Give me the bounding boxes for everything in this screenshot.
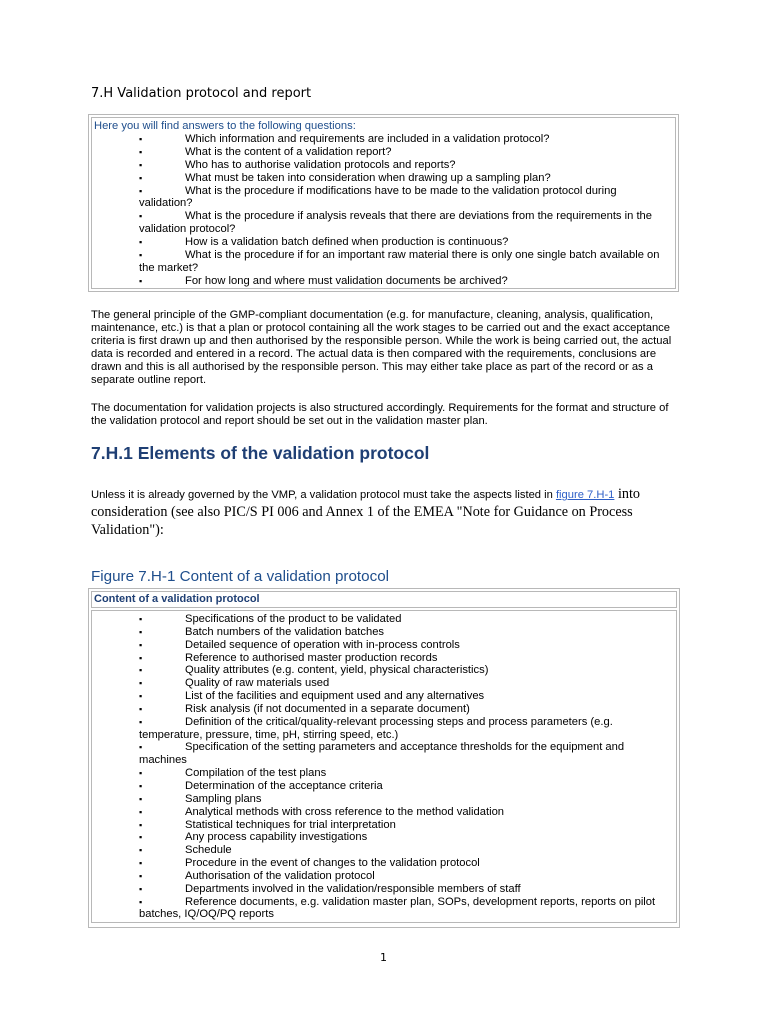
question-item xyxy=(94,236,673,249)
content-item xyxy=(94,639,674,652)
content-item xyxy=(94,652,674,665)
content-item xyxy=(94,780,674,793)
question-item-text: What is the procedure if for an important raw material there is only one single batch available on the market? xyxy=(139,249,660,274)
bullet-icon: ▪ xyxy=(139,742,143,753)
question-item-text: What is the procedure if analysis reveals that there are deviations from the requirements in the validation protocol? xyxy=(139,210,653,236)
bullet-icon: ▪ xyxy=(139,614,143,624)
content-item-text: Definition of the critical/quality-relevant processing steps and process parameters (e.g. temperature, pressure, time, pH, stirring speed, etc.) xyxy=(139,715,613,741)
question-item xyxy=(94,185,673,211)
bullet-icon: ▪ xyxy=(139,691,143,702)
content-item xyxy=(94,870,674,883)
bullet-icon: ▪ xyxy=(139,665,143,676)
figure-link[interactable]: figure 7.H-1 xyxy=(555,489,615,501)
content-item-text: Compilation of the test plans xyxy=(185,767,327,780)
content-item-text: Procedure in the event of changes to the validation protocol xyxy=(185,857,480,870)
question-item xyxy=(94,133,673,146)
content-item xyxy=(94,806,674,819)
bullet-icon: ▪ xyxy=(139,250,143,261)
content-item-text: Analytical methods with cross reference to the method validation xyxy=(185,805,505,818)
bullet-icon: ▪ xyxy=(139,870,143,881)
bullet-icon: ▪ xyxy=(139,237,143,248)
bullet-icon: ▪ xyxy=(139,858,143,869)
questions-box xyxy=(88,114,679,292)
paragraph-vmp-text-start: Unless it is already governed by the VMP, a validation protocol must take the aspects listed in xyxy=(91,489,556,501)
content-item xyxy=(94,626,674,639)
paragraph-vmp xyxy=(91,485,691,539)
content-item xyxy=(94,883,674,896)
content-item xyxy=(94,703,674,716)
content-item-text: List of the facilities and equipment used and any alternatives xyxy=(185,690,485,703)
content-item xyxy=(94,716,674,742)
content-item xyxy=(94,690,674,703)
content-item-text: Sampling plans xyxy=(185,792,262,805)
content-item-text: Statistical techniques for trial interpretation xyxy=(185,818,396,831)
content-item xyxy=(94,677,674,690)
content-item-text: Departments involved in the validation/responsible members of staff xyxy=(185,882,521,895)
question-item xyxy=(94,172,673,185)
content-item xyxy=(94,741,674,767)
questions-box-inner xyxy=(91,117,676,289)
bullet-icon: ▪ xyxy=(139,819,143,830)
content-item-text: Detailed sequence of operation with in-process controls xyxy=(185,638,460,651)
content-item-text: Reference to authorised master production records xyxy=(185,651,438,664)
bullet-icon: ▪ xyxy=(139,716,143,727)
content-item xyxy=(94,896,674,922)
content-table xyxy=(88,588,680,928)
bullet-icon: ▪ xyxy=(139,639,143,650)
bullet-icon: ▪ xyxy=(139,626,143,637)
question-item-text: What is the procedure if modifications have to be made to the validation protocol during validation? xyxy=(139,184,617,210)
document-title: 7.H Validation protocol and report xyxy=(91,86,312,101)
content-item-text: Batch numbers of the validation batches xyxy=(185,625,385,638)
content-item xyxy=(94,613,674,626)
content-item-text: Specifications of the product to be validated xyxy=(185,613,402,625)
bullet-icon: ▪ xyxy=(139,806,143,817)
bullet-icon: ▪ xyxy=(139,703,143,714)
bullet-icon: ▪ xyxy=(139,883,143,894)
content-item xyxy=(94,767,674,780)
bullet-icon: ▪ xyxy=(139,768,143,779)
content-item-text: Authorisation of the validation protocol xyxy=(185,869,375,882)
question-item-text: Who has to authorise validation protocols and reports? xyxy=(185,158,456,171)
content-item xyxy=(94,819,674,832)
bullet-icon: ▪ xyxy=(139,172,143,183)
bullet-icon: ▪ xyxy=(139,159,143,170)
question-item xyxy=(94,275,673,288)
bullet-icon: ▪ xyxy=(139,845,143,856)
question-item xyxy=(94,146,673,159)
content-item-text: Risk analysis (if not documented in a separate document) xyxy=(185,702,470,715)
content-table-header: Content of a validation protocol xyxy=(91,591,677,608)
content-item-text: Quality attributes (e.g. content, yield, physical characteristics) xyxy=(185,664,489,677)
question-item-text: Which information and requirements are included in a validation protocol? xyxy=(185,132,550,145)
bullet-icon: ▪ xyxy=(139,896,143,907)
section-heading: 7.H.1 Elements of the validation protocol xyxy=(91,443,430,463)
paragraph-gmp-principle: The general principle of the GMP-compliant documentation (e.g. for manufacture, cleaning, analysis, qualification, maintenance, etc.) is that a plan or protocol containing all the work stages to be carried out and the exact acceptance criteria is first drawn up and then authorised by the responsible person. While the work is being carried out, the actual data is recorded and entered in a record. The actual data is then compared with the requirements, conclusions are drawn and this is all authorised by the responsible person. This may either take place as part of the record or as a separate outline report. xyxy=(91,309,672,386)
questions-list xyxy=(94,133,673,288)
bullet-icon: ▪ xyxy=(139,832,143,843)
bullet-icon: ▪ xyxy=(139,211,143,222)
content-item-text: Specification of the setting parameters and acceptance thresholds for the equipment and machines xyxy=(139,741,625,767)
page-number: 1 xyxy=(380,951,387,964)
content-item xyxy=(94,793,674,806)
content-item-text: Determination of the acceptance criteria xyxy=(185,779,383,792)
figure-caption: Figure 7.H-1 Content of a validation protocol xyxy=(91,568,390,585)
bullet-icon: ▪ xyxy=(139,133,143,144)
content-item-text: Reference documents, e.g. validation master plan, SOPs, development reports, reports on pilot batches, IQ/OQ/PQ reports xyxy=(139,895,656,921)
question-item xyxy=(94,159,673,172)
content-item xyxy=(94,844,674,857)
content-item xyxy=(94,664,674,677)
bullet-icon: ▪ xyxy=(139,678,143,689)
content-item-text: Quality of raw materials used xyxy=(185,677,330,690)
bullet-icon: ▪ xyxy=(139,780,143,791)
bullet-icon: ▪ xyxy=(139,275,143,286)
content-item xyxy=(94,831,674,844)
question-item-text: How is a validation batch defined when production is continuous? xyxy=(185,236,509,249)
bullet-icon: ▪ xyxy=(139,185,143,196)
paragraph-validation-structure: The documentation for validation projects is also structured accordingly. Requirements for the format and structure of the validation protocol and report should be set out in the validation master plan. xyxy=(91,402,669,427)
content-table-body xyxy=(91,610,677,923)
bullet-icon: ▪ xyxy=(139,146,143,157)
question-item xyxy=(94,249,673,275)
content-item-text: Schedule xyxy=(185,844,232,857)
questions-intro: Here you will find answers to the following questions: xyxy=(94,120,356,132)
bullet-icon: ▪ xyxy=(139,652,143,663)
content-item-text: Any process capability investigations xyxy=(185,831,368,844)
bullet-icon: ▪ xyxy=(139,793,143,804)
question-item-text: What must be taken into consideration when drawing up a sampling plan? xyxy=(185,171,551,184)
question-item-text: For how long and where must validation documents be archived? xyxy=(185,274,508,287)
paragraph-vmp-text-end: into consideration (see also PIC/S PI 006 and Annex 1 of the EMEA "Note for Guidance on Process Validation"): xyxy=(91,486,641,538)
question-item xyxy=(94,210,673,236)
question-item-text: What is the content of a validation report? xyxy=(185,145,392,158)
content-item xyxy=(94,857,674,870)
